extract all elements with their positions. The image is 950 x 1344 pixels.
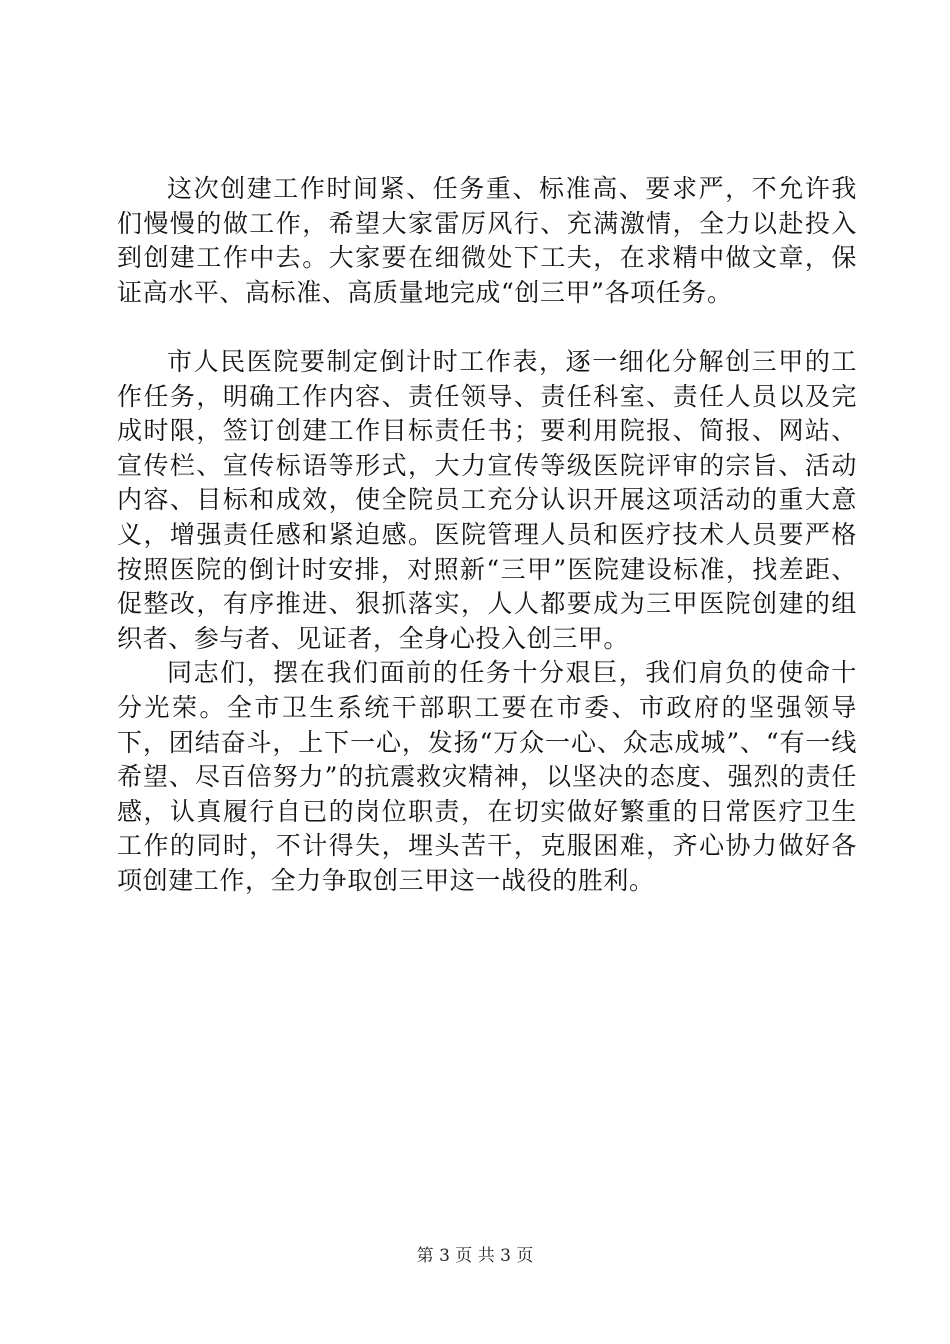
document-body (117, 172, 857, 898)
paragraph-1: 这次创建工作时间紧、任务重、标准高、要求严，不允许我们慢慢的做工作，希望大家雷厉风行、充满激情，全力以赴投入到创建工作中去。大家要在细微处下工夫，在求精中做文章，保证高水平、高标准、高质量地完成“创三甲”各项任务。 (117, 174, 857, 307)
page-footer: 第 3 页 共 3 页 (416, 1246, 534, 1266)
paragraph-3: 同志们，摆在我们面前的任务十分艰巨，我们肩负的使命十分光荣。全市卫生系统干部职工要在市委、市政府的坚强领导下，团结奋斗，上下一心，发扬“万众一心、众志成城”、“有一线希望、尽百倍努力”的抗震救灾精神，以坚决的态度、强烈的责任感，认真履行自已的岗位职责，在切实做好繁重的日常医疗卫生工作的同时，不计得失，埋头苦干，克服困难，齐心协力做好各项创建工作，全力争取创三甲这一战役的胜利。 (117, 658, 857, 895)
paragraph-2: 市人民医院要制定倒计时工作表，逐一细化分解创三甲的工作任务，明确工作内容、责任领导、责任科室、责任人员以及完成时限，签订创建工作目标责任书；要利用院报、简报、网站、宣传栏、宣传标语等形式，大力宣传等级医院评审的宗旨、活动内容、目标和成效，使全院员工充分认识开展这项活动的重大意义，增强责任感和紧迫感。医院管理人员和医疗技术人员要严格按照医院的倒计时安排，对照新“三甲”医院建设标准，找差距、促整改，有序推进、狠抓落实，人人都要成为三甲医院创建的组织者、参与者、见证者，全身心投入创三甲。 (117, 346, 857, 653)
